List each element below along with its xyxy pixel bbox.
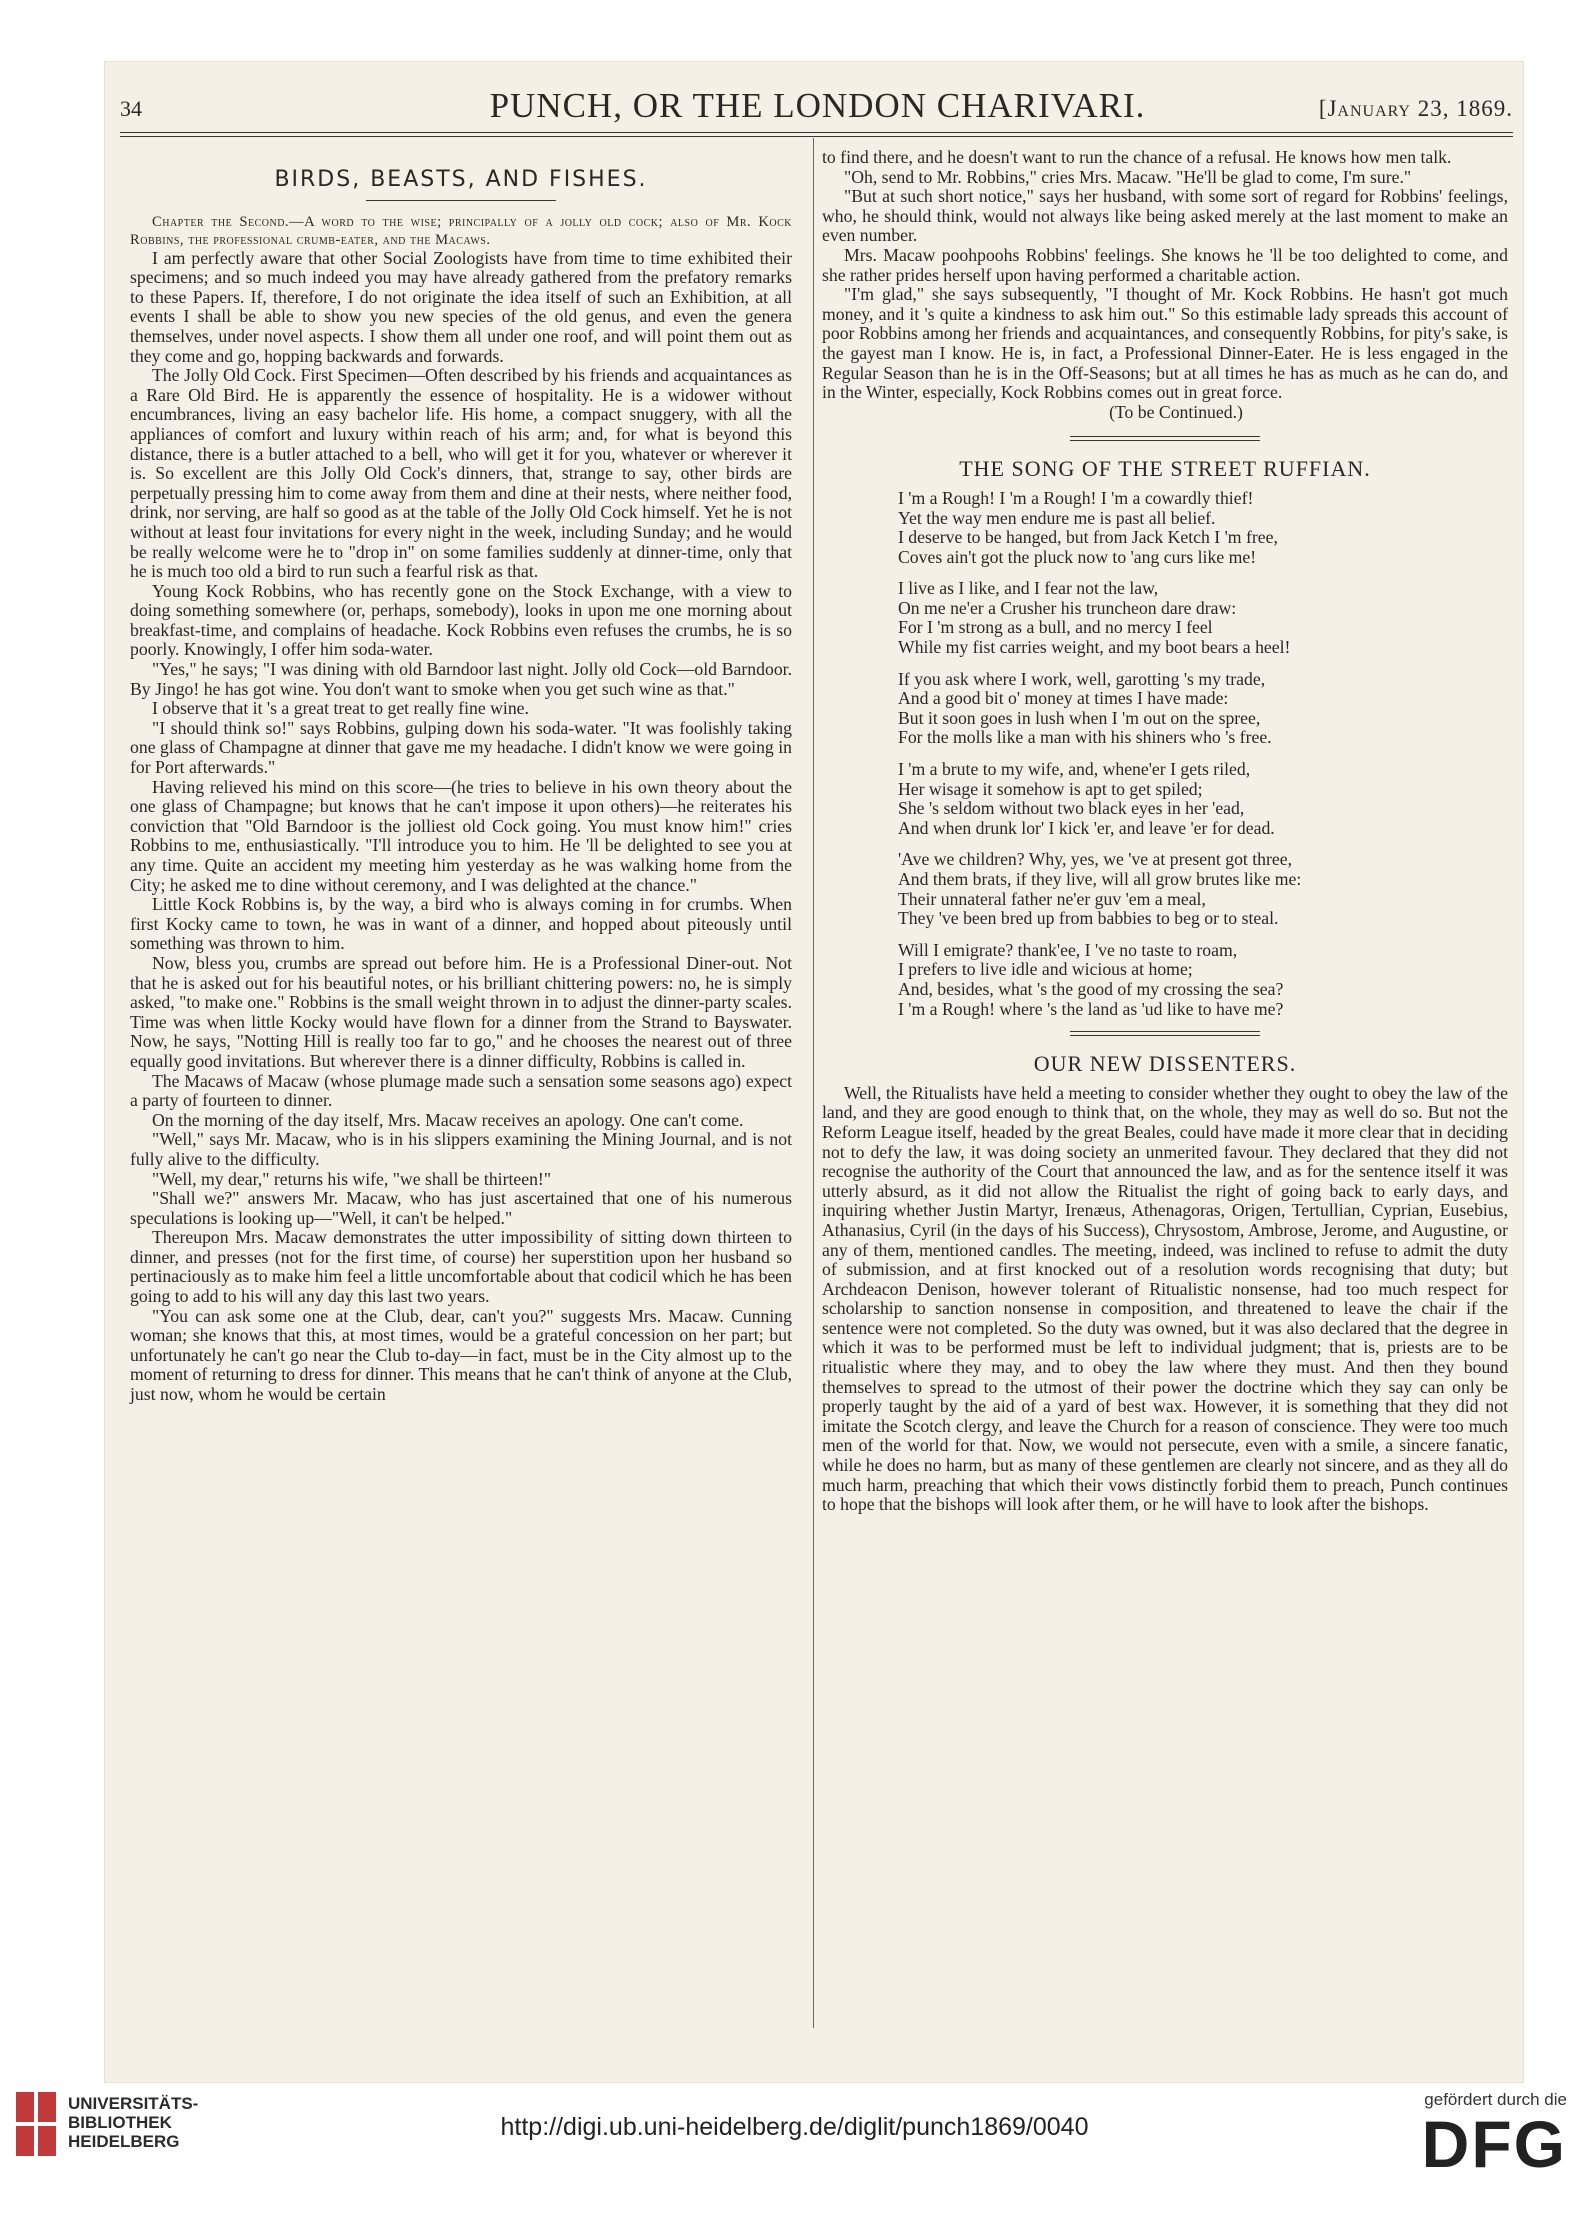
paragraph: "Oh, send to Mr. Robbins," cries Mrs. Macaw. "He'll be glad to come, I'm sure." bbox=[844, 166, 1412, 187]
paragraph: "But at such short notice," says her husband, with some sort of regard for Robbins' feelings, who, he should think, would not always like being asked merely at the last moment to make an even number. bbox=[822, 186, 1508, 246]
stanza bbox=[898, 850, 1508, 928]
poem-line: 'Ave we children? Why, yes, we 've at present got three, bbox=[898, 849, 1293, 870]
poem-line: I prefers to live idle and wicious at home; bbox=[898, 959, 1193, 980]
poem-line: I 'm a Rough! where 's the land as 'ud like to have me? bbox=[898, 998, 1284, 1019]
paragraph: The Jolly Old Cock. First Specimen—Often described by his friends and acquaintances as a Rare Old Bird. He is apparently the essence of hospitality. He is a widower without encumbrances, living an easy bachelor life. His home, a compact snuggery, with all the appliances of comfort and luxury within reach of his arm; and, for what is beyond this distance, there is a butler attached to a bell, who will get it for you, whatever or wherever it is. So excellent are this Jolly Old Cock's dinners, that, strange to say, other birds are perpetually pressing him to come away from them and dine at their nests, where neither food, drink, nor serving, are half so good as at the table of the Jolly Old Cock himself. Yet he is not without at least four invitations for every night in the week, including Sunday; and he would be really welcome were he to "drop in" on some families suddenly at dinner-time, only that he is much too old a bird to run such a fearful risk as that. bbox=[130, 365, 792, 582]
left-column bbox=[130, 148, 792, 1405]
poem-line: On me ne'er a Crusher his truncheon dare draw: bbox=[898, 597, 1237, 618]
dfg-wordmark: DFG bbox=[1421, 2107, 1567, 2181]
poem-line: Will I emigrate? thank'ee, I 've no taste to roam, bbox=[898, 939, 1238, 960]
paragraph: "You can ask some one at the Club, dear, can't you?" suggests Mrs. Macaw. Cunning woman; she knows that this, at most times, would be a grateful concession on her part; but unfortunately he can't go near the Club to-day—in fact, must be in the City almost up to the moment of returning to dress for dinner. This means that he can't think of anyone at the Club, just now, whom he would be certain bbox=[130, 1305, 792, 1405]
poem-line: She 's seldom without two black eyes in her 'ead, bbox=[898, 798, 1245, 819]
poem-line: I live as I like, and I fear not the law, bbox=[898, 578, 1159, 599]
paragraph: Having relieved his mind on this score—(he tries to believe in his own theory about the one glass of Champagne; but knows that he can't impose it upon others)—he reiterates his conviction that "Old Barndoor is the jolliest old Cock going. You must know him!" cries Robbins to me, enthusiastically. "I'll introduce you to him. He 'll be delighted to see you at any time. Quite an accident my meeting him yesterday as he was walking home from the City; he asked me to dine without ceremony, and I was delighted at the chance." bbox=[130, 776, 792, 895]
chapter-heading: Chapter the Second.—A word to the wise; principally of a jolly old cock; also of Mr. Kock Robbins, the professional crumb-eater, and the Macaws. bbox=[130, 213, 792, 248]
paragraph: to find there, and he doesn't want to run the chance of a refusal. He knows how men talk. bbox=[822, 147, 1452, 167]
poem-line: I 'm a brute to my wife, and, whene'er I gets riled, bbox=[898, 759, 1251, 780]
paragraph: "Well," says Mr. Macaw, who is in his slippers examining the Mining Journal, and is not fully alive to the difficulty. bbox=[130, 1129, 792, 1169]
poem-line: But it soon goes in lush when I 'm out on the spree, bbox=[898, 707, 1261, 728]
paragraph: "Shall we?" answers Mr. Macaw, who has just ascertained that one of his numerous speculations is looking up—"Well, it can't be helped." bbox=[130, 1188, 792, 1228]
section-divider bbox=[1070, 436, 1260, 441]
stanza bbox=[898, 489, 1508, 567]
poem-line: And a good bit o' money at times I have made: bbox=[898, 688, 1229, 709]
paragraph: "I'm glad," she says subsequently, "I thought of Mr. Kock Robbins. He hasn't got much money, and it 's quite a kindness to ask him out." So this estimable lady spreads this account of poor Robbins among her friends and acquaintances, and consequently Robbins, for pity's sake, is the gayest man I know. He is, in fact, a Professional Dinner-Eater. He is less engaged in the Regular Season than he is in the Off-Seasons; but at all times he has as much as he can do, and in the Winter, especially, Kock Robbins comes out in great force. bbox=[822, 284, 1508, 403]
paragraph: I observe that it 's a great treat to get really fine wine. bbox=[152, 698, 529, 719]
library-name: UNIVERSITÄTS- BIBLIOTHEK HEIDELBERG bbox=[68, 2094, 199, 2151]
poem-line: They 've been bred up from babbies to beg or to steal. bbox=[898, 908, 1279, 929]
paragraph: Thereupon Mrs. Macaw demonstrates the utter impossibility of sitting down thirteen to dinner, and presses (not for the first time, of course) her superstition upon her husband so pertinaciously as to make him feel a little uncomfortable about that codicil which he has been going to add to his will any day this last two years. bbox=[130, 1227, 792, 1307]
article-title-dissenters: OUR NEW DISSENTERS. bbox=[1033, 1051, 1297, 1077]
dfg-logo bbox=[1421, 2090, 1567, 2181]
paragraph: "I should think so!" says Robbins, gulping down his soda-water. "It was foolishly taking one glass of Champagne at dinner that gave me my headache. I didn't know we were going in for Port afterwards." bbox=[130, 717, 792, 778]
stanza bbox=[898, 941, 1508, 1019]
poem-line: While my fist carries weight, and my boot bears a heel! bbox=[898, 637, 1291, 658]
poem-line: And them brats, if they live, will all grow brutes like me: bbox=[898, 869, 1302, 889]
poem-line: For the molls like a man with his shiners who 's free. bbox=[898, 727, 1272, 748]
section-divider bbox=[1070, 1031, 1260, 1036]
paragraph: Mrs. Macaw poohpoohs Robbins' feelings. She knows he 'll be too delighted to come, and she rather prides herself upon having performed a charitable action. bbox=[822, 244, 1508, 285]
stanza bbox=[898, 670, 1508, 748]
stanza bbox=[898, 579, 1508, 657]
poem-line: For I 'm strong as a bull, and no mercy I feel bbox=[898, 617, 1213, 638]
right-column bbox=[822, 148, 1508, 1515]
paragraph: Now, bless you, crumbs are spread out before him. He is a Professional Diner-out. Not that he is asked out for his beautiful notes, or his brilliant chittering powers: no, he is simply asked, "to make one." Robbins is the small weight thrown in to adjust the dinner-party scales. Time was when little Kocky would have flown for a dinner from the Strand to Bayswater. Now, he says, "Notting Hill is really too far to go," and he chooses the nearest out of three equally good invitations. But wherever there is a dinner difficulty, Robbins is called in. bbox=[130, 952, 792, 1071]
publication-title: PUNCH, OR THE LONDON CHARIVARI. bbox=[489, 86, 1146, 125]
article-title-song: THE SONG OF THE STREET RUFFIAN. bbox=[959, 456, 1371, 482]
to-be-continued: (To be Continued.) bbox=[1109, 401, 1243, 422]
poem bbox=[898, 489, 1508, 1019]
poem-line: Yet the way men endure me is past all belief. bbox=[898, 507, 1216, 528]
poem-line: I 'm a Rough! I 'm a Rough! I 'm a cowardly thief! bbox=[898, 487, 1254, 508]
source-url[interactable]: http://digi.ub.uni-heidelberg.de/diglit/punch1869/0040 bbox=[500, 2113, 1089, 2141]
poem-line: Coves ain't got the pluck now to 'ang curs like me! bbox=[898, 546, 1257, 567]
poem-line: And when drunk lor' I kick 'er, and leave 'er for dead. bbox=[898, 817, 1275, 838]
header-rule-bottom bbox=[120, 136, 1513, 137]
paragraph: On the morning of the day itself, Mrs. Macaw receives an apology. One can't come. bbox=[152, 1109, 744, 1130]
issue-date: [January 23, 1869. bbox=[1318, 96, 1513, 121]
funded-by-label: gefördert durch die bbox=[1424, 2090, 1567, 2109]
poem-line: And, besides, what 's the good of my crossing the sea? bbox=[898, 978, 1284, 999]
paragraph: Young Kock Robbins, who has recently gone on the Stock Exchange, with a view to doing something somewhere (or, perhaps, somebody), looks in upon me one morning about breakfast-time, and complains of headache. Kock Robbins even refuses the crumbs, he is so poorly. Knowingly, I offer him soda-water. bbox=[130, 580, 792, 660]
paragraph: I am perfectly aware that other Social Zoologists have from time to time exhibited their specimens; and so much indeed you may have already gathered from the prefatory remarks to these Papers. If, therefore, I do not originate the idea itself of such an Exhibition, at all events I shall be able to show you new species of the old genus, and even the genera themselves, under novel aspects. I show them all under one roof, and will point them out as they come and go, hopping backwards and forwards. bbox=[130, 247, 792, 366]
stanza bbox=[898, 760, 1508, 838]
paragraph: Little Kock Robbins is, by the way, a bird who is always coming in for crumbs. When first Kocky came to town, he was in want of a dinner, and hopped about piteously until something was thrown to him. bbox=[130, 894, 792, 954]
title-rule bbox=[366, 200, 556, 201]
page-header bbox=[120, 86, 1515, 130]
poem-line: Her wisage it somehow is apt to get spiled; bbox=[898, 778, 1203, 799]
paragraph: Well, the Ritualists have held a meeting to consider whether they ought to obey the law of the land, and they are good enough to think that, on the whole, they may as well do so. But not the Reform League itself, headed by the great Beales, could have made it more clear that in deciding not to defy the law, it was doing society an unmerited favour. They declared that they did not recognise the authority of the Court that announced the law, and as for the sentence itself it was utterly absurd, as it did not allow the Ritualist the right of going back to early days, and inquiring whether Justin Martyr, Irenæus, Athenagoras, Origen, Tertullian, Cyprian, Eusebius, Athanasius, Cyril (in the days of his Success), Chrysostom, Ambrose, Jerome, and Augustine, or any of them, mentioned candles. The meeting, indeed, was inclined to refuse to admit the duty of submission, and at first knocked out of a resolution words recognising that duty; but Archdeacon Denison, however tolerant of Ritualistic nonsense, had too much respect for scholarship to sanction nonsense in composition, and threatened to leave the chair if the sentence were not completed. So the duty was owned, but it was also declared that the degree in which it was to be performed must be left to individual judgment; that is, priests are to be ritualistic where they may, and to obey the law where they must. And then they bound themselves to spread to the utmost of their power the doctrine which they say can only be properly taught by the aid of a yard of best wax. However, it is something that they did not imitate the Scotch clergy, and leave the Church for a reason of conscience. They were too much men of the world for that. Now, we would not persecute, even with a smile, a sincere fanatic, while he does no harm, but as many of these gentlemen are clearly not sincere, and as they all do much harm, preaching that which their vows distinctly forbid them to preach, Punch continues to hope that the bishops will look after them, or he will have to look after the bishops. bbox=[822, 1082, 1508, 1515]
header-rule-top bbox=[120, 132, 1513, 133]
poem-line: Their unnateral father ne'er guv 'em a meal, bbox=[898, 888, 1206, 909]
paragraph: "Well, my dear," returns his wife, "we shall be thirteen!" bbox=[152, 1168, 552, 1189]
digitization-footer bbox=[0, 2090, 1589, 2220]
page-number: 34 bbox=[120, 96, 142, 121]
paragraph: The Macaws of Macaw (whose plumage made such a sensation some seasons ago) expect a party of fourteen to dinner. bbox=[130, 1070, 792, 1111]
poem-line: If you ask where I work, well, garotting 's my trade, bbox=[898, 668, 1266, 689]
poem-line: I deserve to be hanged, but from Jack Ketch I 'm free, bbox=[898, 527, 1278, 548]
column-rule bbox=[813, 138, 814, 2028]
article-title-birds: BIRDS, BEASTS, AND FISHES. bbox=[274, 167, 648, 192]
paragraph: "Yes," he says; "I was dining with old Barndoor last night. Jolly old Cock—old Barndoor. By Jingo! he has got wine. You don't want to smoke when you get such wine as that." bbox=[130, 659, 792, 699]
